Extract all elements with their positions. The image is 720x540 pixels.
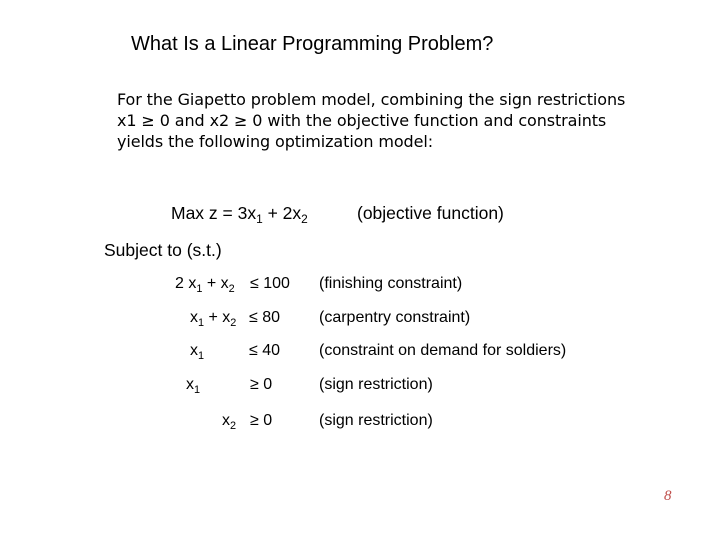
intro-line-2: x1 ≥ 0 and x2 ≥ 0 with the objective function and constraints bbox=[117, 111, 607, 130]
constraint-3-note: (constraint on demand for soldiers) bbox=[319, 342, 567, 359]
constraint-5-term-1: x bbox=[222, 412, 230, 429]
constraint-5-note: (sign restriction) bbox=[319, 412, 433, 429]
constraint-5-lhs bbox=[222, 412, 236, 430]
constraint-3-term-1: x bbox=[190, 342, 198, 359]
objective-note: (objective function) bbox=[357, 203, 504, 223]
constraint-4-lhs bbox=[186, 376, 200, 394]
objective-function bbox=[171, 203, 504, 227]
constraint-2-note: (carpentry constraint) bbox=[319, 309, 471, 326]
constraint-3-rhs: ≤ 40 bbox=[249, 342, 281, 359]
constraint-4-term-1: x bbox=[186, 376, 194, 393]
constraint-2-term-2: + x bbox=[204, 309, 231, 326]
objective-subscript-2: 2 bbox=[301, 212, 308, 227]
intro-line-3: yields the following optimization model: bbox=[117, 132, 433, 151]
intro-line-1: For the Giapetto problem model, combining the sign restrictions bbox=[117, 90, 626, 109]
constraint-1-lhs bbox=[175, 275, 235, 293]
page-number: 8 bbox=[664, 488, 672, 504]
constraint-1-subscript-1: 1 bbox=[196, 282, 203, 295]
constraint-5-rhs: ≥ 0 bbox=[250, 412, 273, 429]
constraint-2-lhs bbox=[190, 309, 236, 327]
constraint-3-lhs bbox=[190, 342, 204, 360]
constraint-1-term-2: + x bbox=[202, 275, 229, 292]
constraint-1-subscript-2: 2 bbox=[228, 282, 235, 295]
constraint-1-note: (finishing constraint) bbox=[319, 275, 463, 292]
constraint-5-subscript-1: 2 bbox=[230, 419, 237, 432]
constraint-4-rhs: ≥ 0 bbox=[250, 376, 273, 393]
objective-plus: + 2x bbox=[262, 203, 302, 223]
constraint-2-subscript-1: 1 bbox=[198, 316, 205, 329]
constraint-4-note: (sign restriction) bbox=[319, 376, 433, 393]
intro-paragraph bbox=[117, 89, 677, 152]
constraint-3-subscript-1: 1 bbox=[198, 349, 205, 362]
constraint-2-rhs: ≤ 80 bbox=[249, 309, 281, 326]
subject-to-label: Subject to (s.t.) bbox=[104, 240, 222, 260]
objective-prefix: Max z = 3x bbox=[171, 203, 257, 223]
constraint-1-rhs: ≤ 100 bbox=[250, 275, 290, 292]
slide-title: What Is a Linear Programming Problem? bbox=[131, 33, 494, 55]
constraint-2-term-1: x bbox=[190, 309, 198, 326]
constraint-4-subscript-1: 1 bbox=[194, 383, 201, 396]
objective-subscript-1: 1 bbox=[256, 212, 263, 227]
constraint-2-subscript-2: 2 bbox=[230, 316, 237, 329]
constraint-1-term-1: 2 x bbox=[175, 275, 197, 292]
